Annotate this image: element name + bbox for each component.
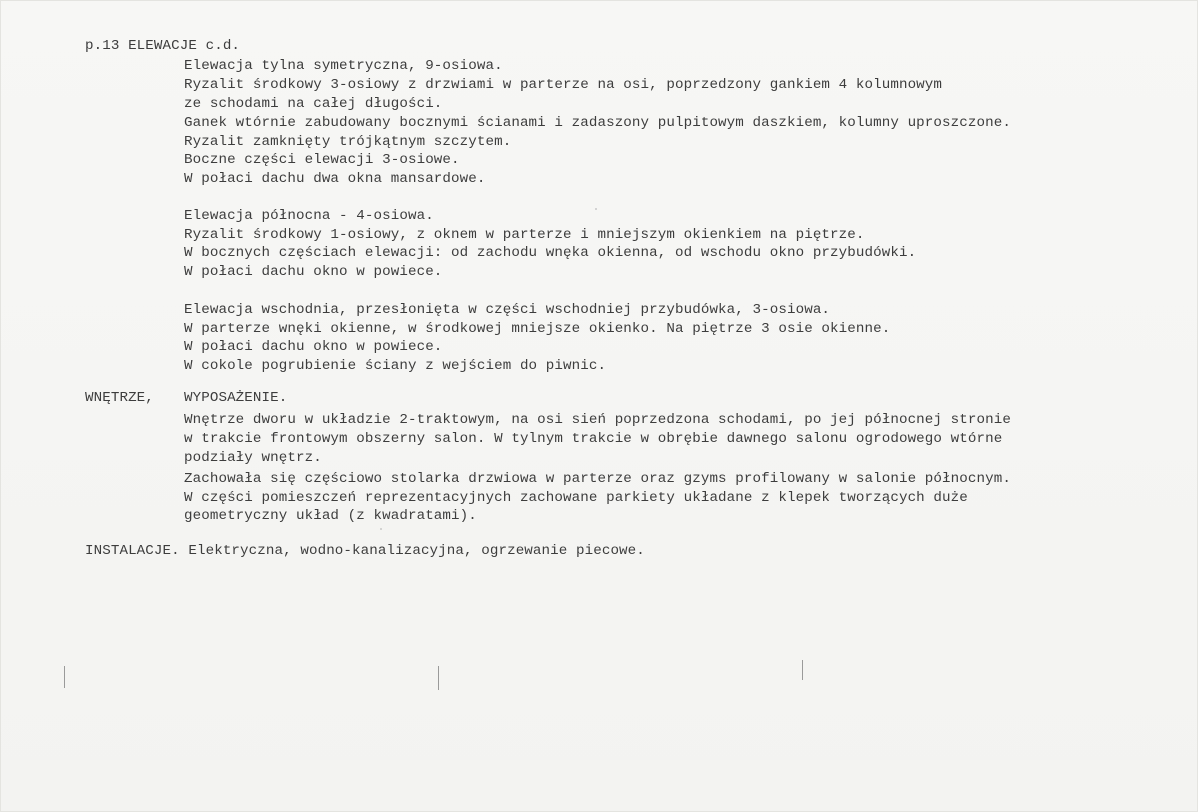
paragraph-line: W połaci dachu okno w powiece. [184, 339, 443, 355]
scan-mark [438, 666, 439, 690]
paragraph-line: w trakcie frontowym obszerny salon. W tylnym trakcie w obrębie dawnego salonu ogrodowego wtórne [184, 431, 1003, 447]
paragraph-line: Ryzalit środkowy 1-osiowy, z oknem w parterze i mniejszym okienkiem na piętrze. [184, 227, 865, 243]
paragraph-line: Boczne części elewacji 3-osiowe. [184, 152, 460, 168]
paragraph-line: W parterze wnęki okienne, w środkowej mniejsze okienko. Na piętrze 3 osie okienne. [184, 321, 891, 337]
paragraph-line: ze schodami na całej długości. [184, 96, 443, 112]
paragraph-line: Elewacja tylna symetryczna, 9-osiowa. [184, 58, 503, 74]
section-heading-wyposazenie: WYPOSAŻENIE. [184, 390, 288, 406]
scan-speck [595, 208, 597, 210]
paragraph-line: geometryczny układ (z kwadratami). [184, 508, 477, 524]
section-label-wnetrze: WNĘTRZE, [85, 390, 154, 406]
paragraph-line: Ryzalit środkowy 3-osiowy z drzwiami w parterze na osi, poprzedzony gankiem 4 kolumnowym [184, 77, 943, 93]
paragraph-line: W cokole pogrubienie ściany z wejściem do piwnic. [184, 358, 607, 374]
section-heading: p.13 ELEWACJE c.d. [85, 38, 241, 54]
paragraph-line: Elewacja północna - 4-osiowa. [184, 208, 434, 224]
installations-line: INSTALACJE. Elektryczna, wodno-kanalizacyjna, ogrzewanie piecowe. [85, 543, 645, 559]
paragraph-line: Zachowała się częściowo stolarka drzwiowa w parterze oraz gzyms profilowany w salonie północnym. [184, 471, 1011, 487]
paragraph-line: Wnętrze dworu w układzie 2-traktowym, na osi sień poprzedzona schodami, po jej północnej stronie [184, 412, 1011, 428]
paragraph-line: W bocznych częściach elewacji: od zachodu wnęka okienna, od wschodu okno przybudówki. [184, 245, 917, 261]
scan-mark [64, 666, 65, 688]
paragraph-line: W połaci dachu dwa okna mansardowe. [184, 171, 486, 187]
paragraph-line: W części pomieszczeń reprezentacyjnych zachowane parkiety układane z klepek tworzących duże [184, 490, 968, 506]
paragraph-line: Ganek wtórnie zabudowany bocznymi ścianami i zadaszony pulpitowym daszkiem, kolumny uproszczone. [184, 115, 1011, 131]
paragraph-line: Ryzalit zamknięty trójkątnym szczytem. [184, 134, 512, 150]
paragraph-line: Elewacja wschodnia, przesłonięta w części wschodniej przybudówka, 3-osiowa. [184, 302, 831, 318]
paragraph-line: W połaci dachu okno w powiece. [184, 264, 443, 280]
scan-mark [802, 660, 803, 680]
paragraph-line: podziały wnętrz. [184, 450, 322, 466]
scan-speck [380, 528, 382, 530]
